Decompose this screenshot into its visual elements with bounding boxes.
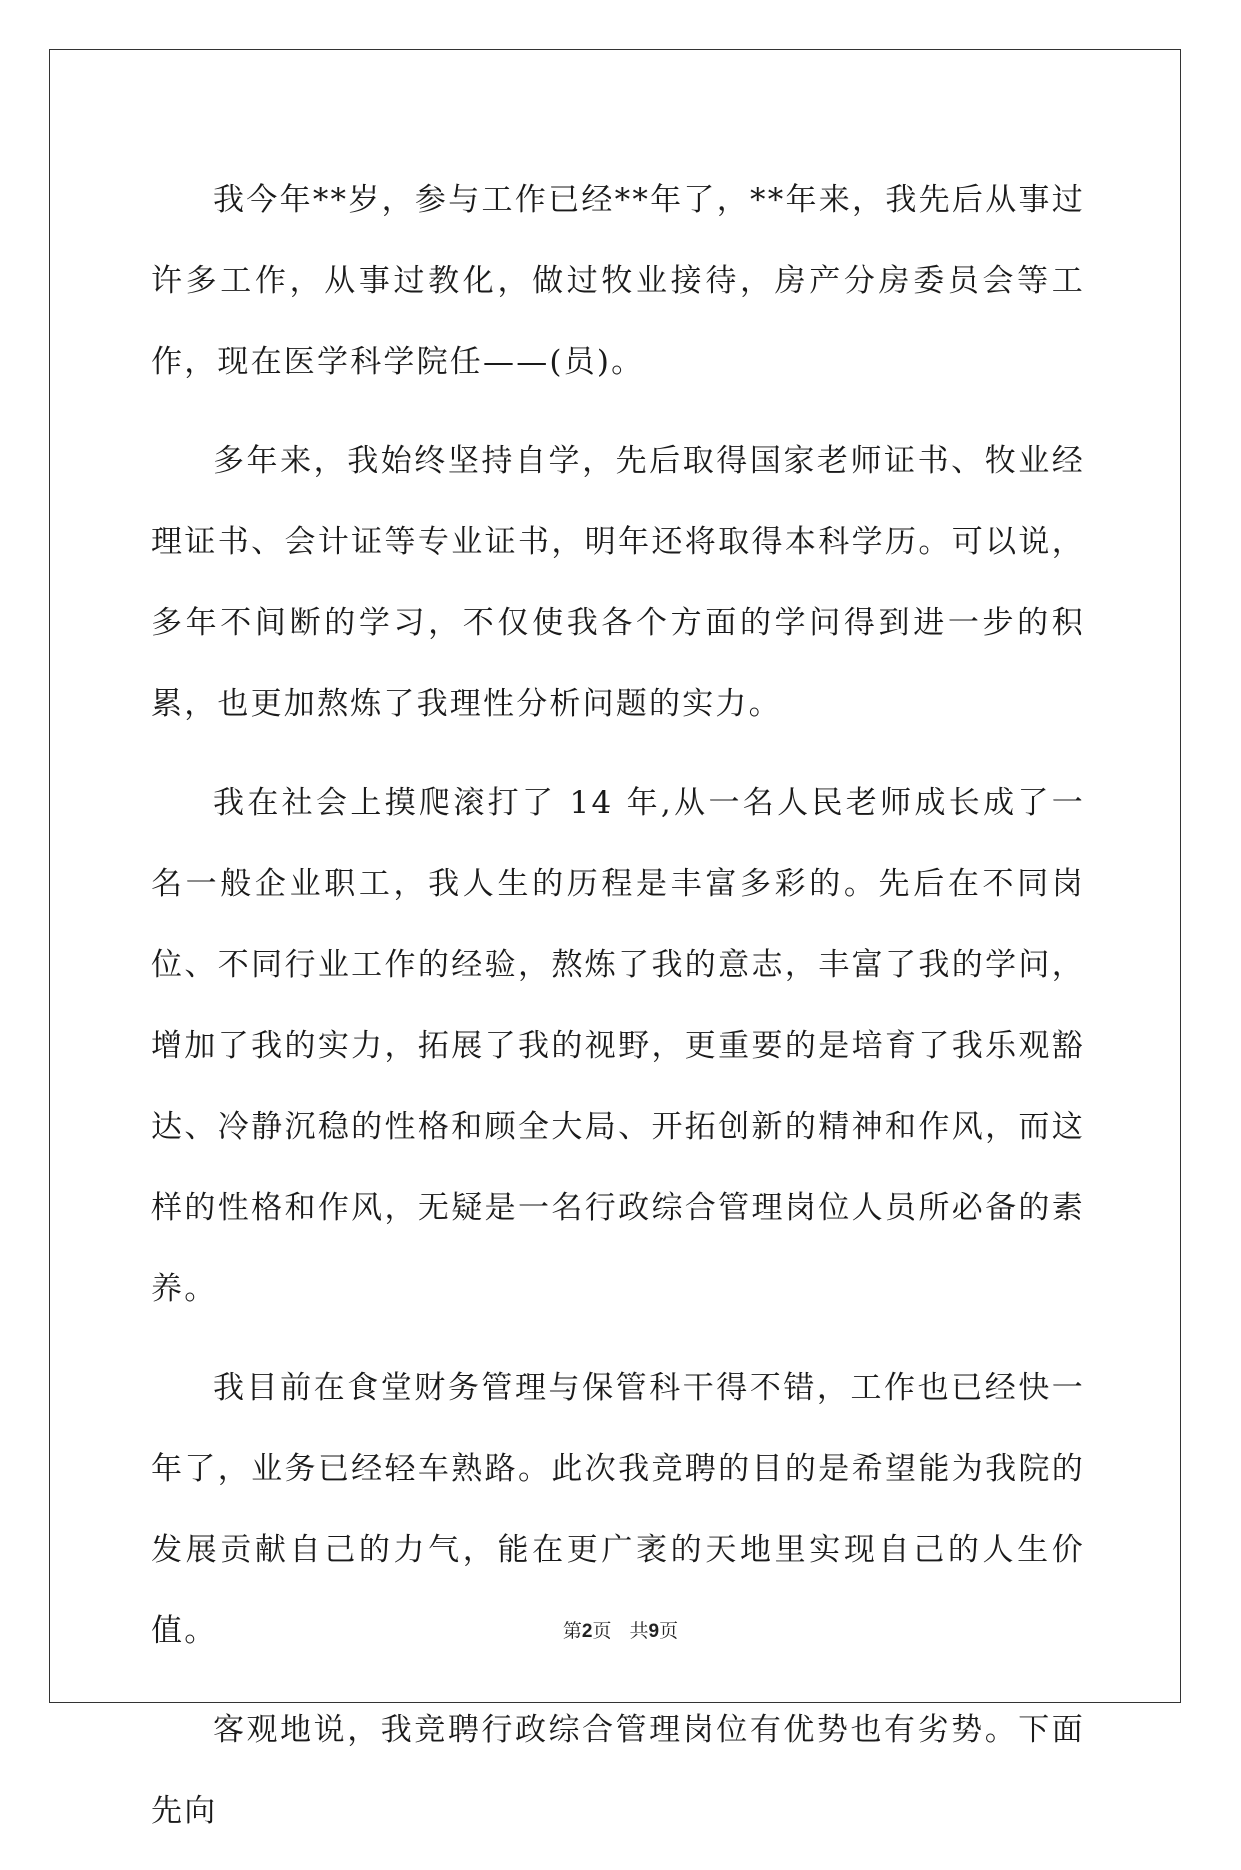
document-body [151,160,1085,1870]
total-pages-number: 9 [648,1621,660,1642]
total-prefix: 共 [629,1620,649,1642]
paragraph: 多年来，我始终坚持自学，先后取得国家老师证书、牧业经理证书、会计证等专业证书，明年还将取得本科学历。可以说，多年不间断的学习，不仅使我各个方面的学问得到进一步的积累，也更加熬炼了我理性分析问题的实力。 [151,443,1085,722]
page-suffix: 页 [592,1620,612,1642]
page-prefix: 第 [562,1620,582,1642]
paragraph: 我目前在食堂财务管理与保管科干得不错，工作也已经快一年了，业务已经轻车熟路。此次我竞聘的目的是希望能为我院的发展贡献自己的力气，能在更广袤的天地里实现自己的人生价值。 [151,1370,1085,1649]
paragraph: 我今年**岁，参与工作已经**年了，**年来，我先后从事过许多工作，从事过教化，做过牧业接待，房产分房委员会等工作，现在医学科学院任——(员)。 [151,182,1085,380]
total-suffix: 页 [659,1620,679,1642]
paragraph: 我在社会上摸爬滚打了 14 年,从一名人民老师成长成了一名一般企业职工，我人生的历程是丰富多彩的。先后在不同岗位、不同行业工作的经验，熬炼了我的意志，丰富了我的学问，增加了我的实力，拓展了我的视野，更重要的是培育了我乐观豁达、冷静沉稳的性格和顾全大局、开拓创新的精神和作风，而这样的性格和作风，无疑是一名行政综合管理岗位人员所必备的素养。 [151,785,1085,1307]
paragraph: 客观地说，我竞聘行政综合管理岗位有优势也有劣势。下面先向 [151,1712,1085,1829]
page-footer [0,1616,1241,1643]
current-page-number: 2 [581,1621,593,1642]
